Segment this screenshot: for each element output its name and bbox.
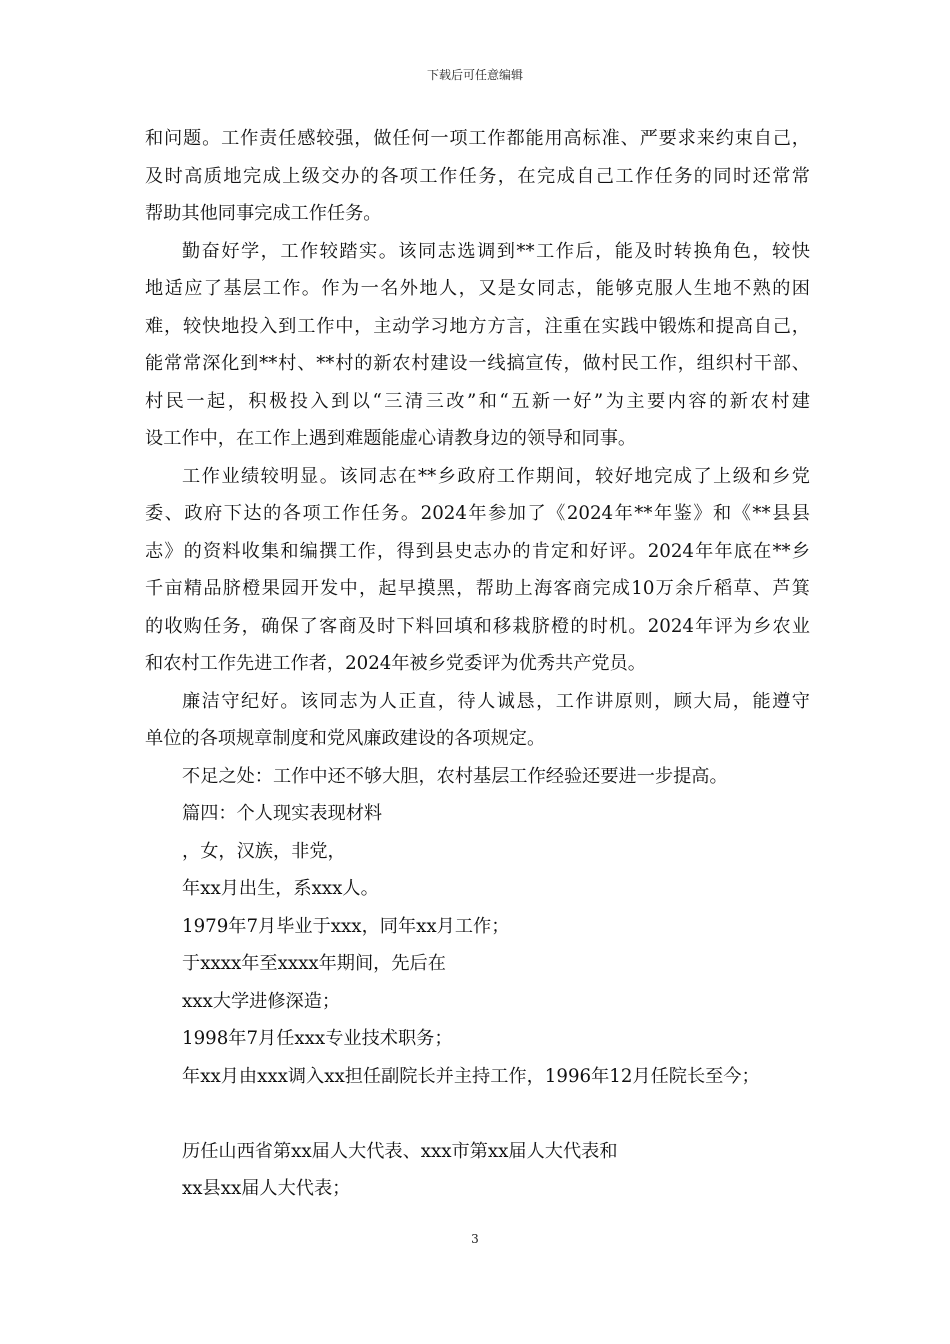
- blank-line: [145, 1095, 810, 1133]
- text-line: 历任山西省第xx届人大代表、xxx市第xx届人大代表和: [182, 1140, 618, 1162]
- text-line: 于xxxx年至xxxx年期间，先后在: [182, 953, 446, 974]
- text-line: 年xx月出生，系xxx人。: [182, 878, 379, 899]
- text-line: 不足之处：工作中还不够大胆，农村基层工作经验还要进一步提高。: [182, 765, 728, 787]
- page-number: 3: [471, 1232, 479, 1246]
- text-line: 单位的各项规章制度和党风廉政建设的各项规定。: [145, 728, 546, 749]
- text-line: ，女，汉族，非党，: [182, 840, 346, 862]
- text-line: xxx大学进修深造；: [182, 990, 341, 1012]
- text-line: 设工作中，在工作上遇到难题能虚心请教身边的领导和同事。: [145, 428, 637, 449]
- text-line: 及时高质地完成上级交办的各项工作任务，在完成自己工作任务的同时还常常: [145, 165, 810, 187]
- text-line: 千亩精品脐橙果园开发中，起早摸黑，帮助上海客商完成10万余斤稻草、芦箕: [145, 578, 810, 599]
- text-line: xx县xx届人大代表；: [182, 1178, 351, 1199]
- text-line: 年xx月由xxx调入xx担任副院长并主持工作，1996年12月任院长至今；: [182, 1065, 760, 1087]
- text-line: 的收购任务，确保了客商及时下料回填和移栽脐橙的时机。2024年评为乡农业: [145, 615, 810, 637]
- text-line: 志》的资料收集和编撰工作，得到县史志办的肯定和好评。2024年年底在**乡: [145, 540, 810, 562]
- text-line: 委、政府下达的各项工作任务。2024年参加了《2024年**年鉴》和《**县县: [145, 503, 810, 524]
- text-line: 村民一起，积极投入到以“三清三改”和“五新一好”为主要内容的新农村建: [145, 390, 810, 412]
- paragraph-first-line: 廉洁守纪好。该同志为人正直，待人诚恳，工作讲原则，顾大局，能遵守: [182, 690, 810, 712]
- text-line: 能常常深化到**村、**村的新农村建设一线搞宣传，做村民工作，组织村干部、: [145, 353, 810, 374]
- text-line: 帮助其他同事完成工作任务。: [145, 203, 382, 224]
- page-header: 下载后可任意编辑: [426, 68, 523, 82]
- text-line: 和农村工作先进工作者，2024年被乡党委评为优秀共产党员。: [145, 653, 646, 674]
- text-line: 1979年7月毕业于xxx，同年xx月工作；: [182, 915, 510, 937]
- text-line: 和问题。工作责任感较强，做任何一项工作都能用高标准、严要求来约束自己，: [145, 128, 810, 149]
- text-line: 难，较快地投入到工作中，主动学习地方方言，注重在实践中锻炼和提高自己，: [145, 315, 810, 337]
- document-body: [145, 120, 810, 1208]
- paragraph-first-line: 工作业绩较明显。该同志在**乡政府工作期间，较好地完成了上级和乡党: [182, 465, 810, 487]
- paragraph-first-line: 勤奋好学，工作较踏实。该同志选调到**工作后，能及时转换角色，较快: [182, 240, 810, 262]
- text-line: 地适应了基层工作。作为一名外地人，又是女同志，能够克服人生地不熟的困: [145, 278, 810, 299]
- section-title: 篇四：个人现实表现材料: [182, 803, 383, 824]
- text-line: 1998年7月任xxx专业技术职务；: [182, 1028, 453, 1049]
